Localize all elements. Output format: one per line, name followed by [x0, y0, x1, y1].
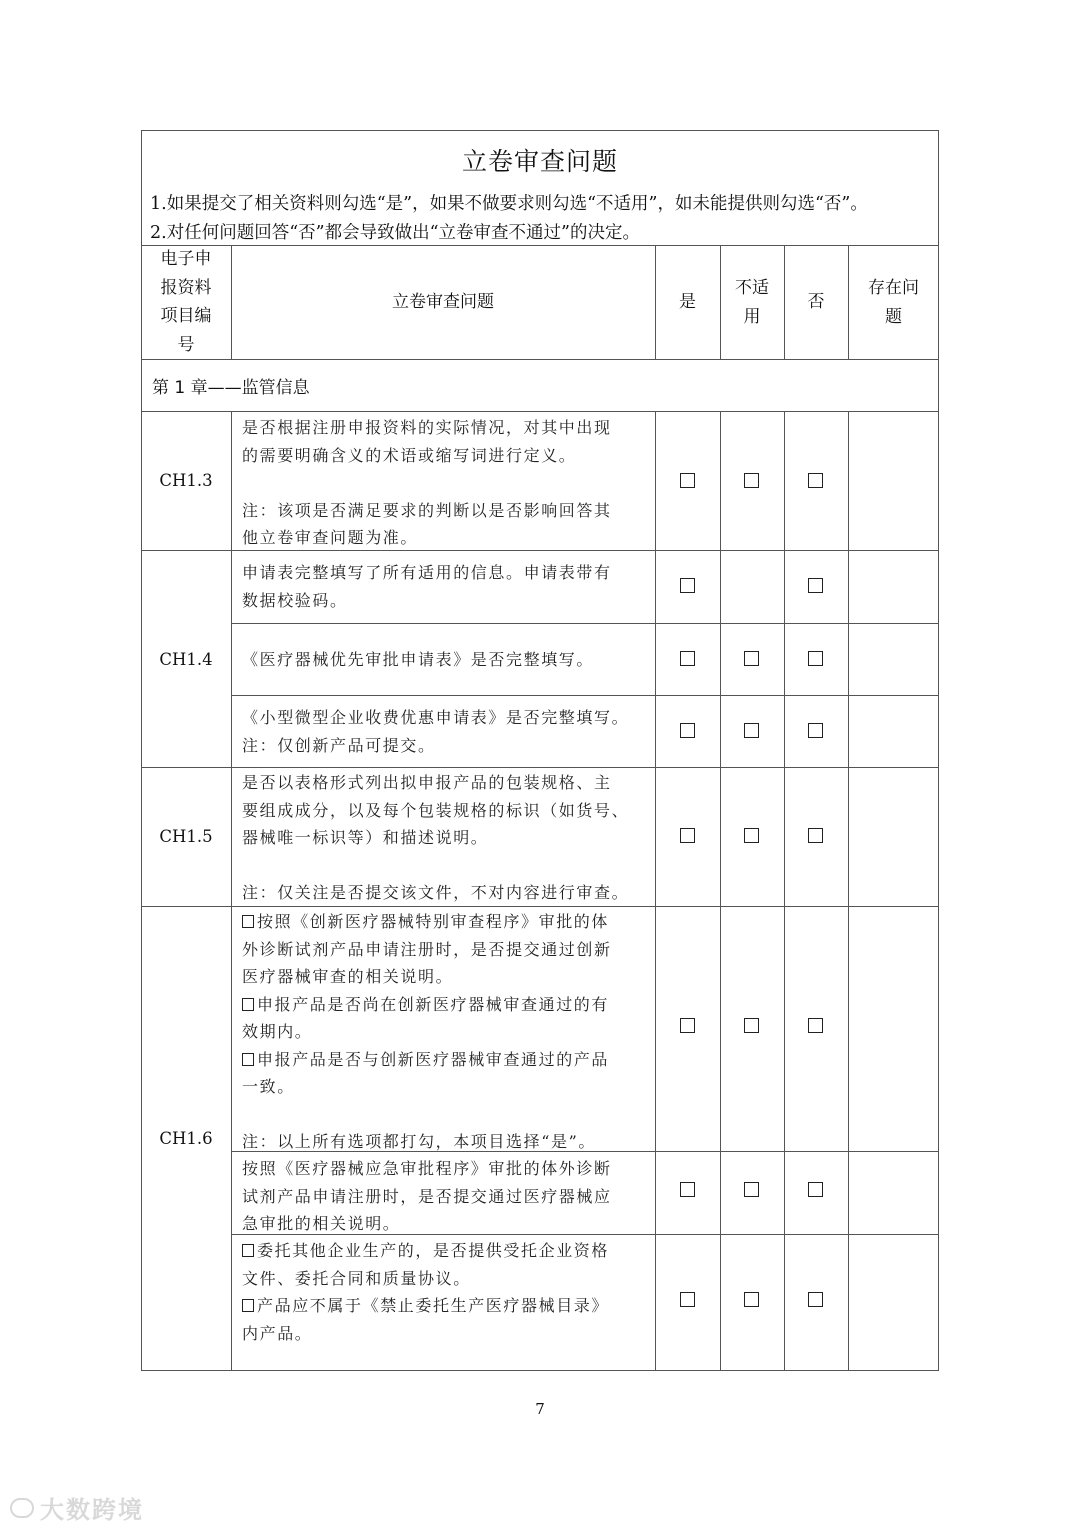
table-title: 立卷审查问题 [461, 147, 618, 176]
checkbox-yes-ch1-3[interactable] [680, 473, 695, 488]
watermark: 大数跨境 [10, 1490, 144, 1525]
checkbox-no-ch1-5[interactable] [808, 828, 823, 843]
question-ch1-6-emergency: 按照《医疗器械应急审批程序》审批的体外诊断 试剂产品申请注册时，是否提交通过医疗器械应 急审批的相关说明。 [242, 1159, 612, 1233]
question-ch1-4-application-form: 申请表完整填写了所有适用的信息。申请表带有 数据校验码。 [242, 563, 612, 610]
sub-checkbox-not-prohibited[interactable] [242, 1299, 254, 1312]
question-ch1-6-entrusted: 委托其他企业生产的，是否提供受托企业资格 文件、委托合同和质量协议。 产品应不属于《禁止委托生产医疗器械目录》 内产品。 [242, 1241, 610, 1343]
checkbox-yes-ch1-6-entrusted[interactable] [680, 1292, 695, 1307]
sub-checkbox-validity-period[interactable] [242, 998, 254, 1011]
col-rule-yes [720, 411, 721, 1371]
item-code-ch1-3: CH1.3 [159, 471, 213, 490]
checkbox-no-ch1-6-emergency[interactable] [808, 1182, 823, 1197]
header-not-applicable: 不适 用 [735, 278, 769, 327]
sub-checkbox-innovative-review[interactable] [242, 915, 254, 928]
checkbox-yes-ch1-4-application-form[interactable] [680, 578, 695, 593]
item-code-ch1-4: CH1.4 [159, 650, 213, 669]
col-rule-no [848, 411, 849, 1371]
rule-ch14-bottom [141, 767, 939, 768]
question-ch1-6-innovative: 按照《创新医疗器械特别审查程序》审批的体 外诊断试剂产品申请注册时，是否提交通过创新 医疗器械审查的相关说明。 申报产品是否尚在创新医疗器械审查通过的有 效期内。 申报产品是否与创新医疗器械审查通过的产品 一致。 注：以上所有选项都打勾，本项目选择“是”。 [242, 912, 612, 1151]
header-yes: 是 [679, 292, 696, 312]
question-ch1-4-small-enterprise: 《小型微型企业收费优惠申请表》是否完整填写。 注：仅创新产品可提交。 [242, 708, 630, 755]
checkbox-yes-ch1-4-small-enterprise[interactable] [680, 723, 695, 738]
checkbox-na-ch1-4-priority-review[interactable] [744, 651, 759, 666]
checkbox-no-ch1-3[interactable] [808, 473, 823, 488]
question-ch1-3: 是否根据注册申报资料的实际情况，对其中出现 的需要明确含义的术语或缩写词进行定义。 注：该项是否满足要求的判断以是否影响回答其 他立卷审查问题为准。 [242, 418, 612, 547]
checkbox-yes-ch1-5[interactable] [680, 828, 695, 843]
rule-header-bottom [141, 359, 939, 360]
instruction-line-1: 1.如果提交了相关资料则勾选“是”，如果不做要求则勾选“不适用”，如未能提供则勾选“否”。 [150, 194, 868, 214]
header-question: 立卷审查问题 [392, 292, 494, 312]
rule-header-top [141, 245, 939, 246]
item-code-ch1-6: CH1.6 [159, 1129, 213, 1148]
instruction-line-2: 2.对任何问题回答“否”都会导致做出“立卷审查不通过”的决定。 [150, 223, 640, 243]
header-issue: 存在问 题 [868, 278, 919, 327]
question-ch1-5: 是否以表格形式列出拟申报产品的包装规格、主 要组成成分，以及每个包装规格的标识（如货号、 器械唯一标识等）和描述说明。 注：仅关注是否提交该文件，不对内容进行审查。 [242, 773, 630, 902]
header-no: 否 [807, 292, 825, 312]
checkbox-yes-ch1-4-priority-review[interactable] [680, 651, 695, 666]
col-rule-code [231, 411, 232, 1371]
checkbox-no-ch1-4-priority-review[interactable] [808, 651, 823, 666]
sub-checkbox-entrusted-documents[interactable] [242, 1244, 254, 1257]
checkbox-yes-ch1-6-emergency[interactable] [680, 1182, 695, 1197]
item-code-ch1-5: CH1.5 [159, 827, 213, 846]
checkbox-na-ch1-4-small-enterprise[interactable] [744, 723, 759, 738]
checkbox-no-ch1-6-innovative[interactable] [808, 1018, 823, 1033]
col-rule-na [784, 411, 785, 1371]
checkbox-na-ch1-6-emergency[interactable] [744, 1182, 759, 1197]
header-item-no: 电子申 报资料 项目编 号 [160, 249, 212, 355]
checkbox-no-ch1-4-small-enterprise[interactable] [808, 723, 823, 738]
chapter-heading: 第 1 章——监管信息 [152, 378, 310, 398]
checkbox-yes-ch1-6-innovative[interactable] [680, 1018, 695, 1033]
checkbox-no-ch1-6-entrusted[interactable] [808, 1292, 823, 1307]
watermark-logo-icon [10, 1498, 34, 1518]
rule-ch14-sub2 [231, 695, 939, 696]
checkbox-na-ch1-6-innovative[interactable] [744, 1018, 759, 1033]
question-ch1-4-priority-review: 《医疗器械优先审批申请表》是否完整填写。 [242, 650, 595, 669]
checkbox-no-ch1-4-application-form[interactable] [808, 578, 823, 593]
checkbox-na-ch1-5[interactable] [744, 828, 759, 843]
checkbox-na-ch1-6-entrusted[interactable] [744, 1292, 759, 1307]
rule-ch14-sub1 [231, 623, 939, 624]
col-rule-question [655, 411, 656, 1371]
sub-checkbox-product-consistent[interactable] [242, 1053, 254, 1066]
page-number: 7 [535, 1400, 545, 1418]
checkbox-na-ch1-3[interactable] [744, 473, 759, 488]
rule-chapter-bottom [141, 411, 939, 412]
